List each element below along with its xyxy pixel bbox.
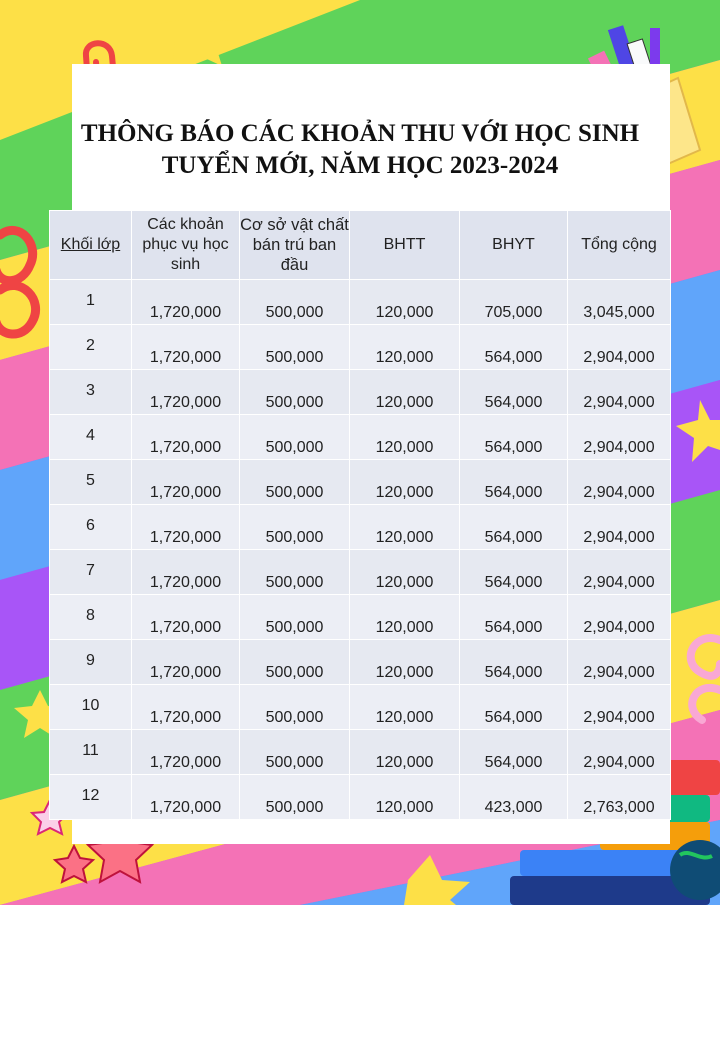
cell-grade: 11 <box>50 730 132 775</box>
cell-bhyt: 423,000 <box>460 775 568 820</box>
cell-grade: 1 <box>50 280 132 325</box>
table-row <box>50 415 671 460</box>
cell-bhtt: 120,000 <box>350 505 460 550</box>
cell-facilities: 500,000 <box>240 505 350 550</box>
cell-services: 1,720,000 <box>132 325 240 370</box>
table-row <box>50 595 671 640</box>
table-row <box>50 460 671 505</box>
cell-services: 1,720,000 <box>132 730 240 775</box>
cell-services: 1,720,000 <box>132 550 240 595</box>
table-body <box>50 280 671 820</box>
cell-services: 1,720,000 <box>132 595 240 640</box>
table-row <box>50 505 671 550</box>
table-row <box>50 550 671 595</box>
fee-table <box>49 210 671 820</box>
cell-total: 2,904,000 <box>568 550 671 595</box>
table-row <box>50 325 671 370</box>
cell-bhtt: 120,000 <box>350 640 460 685</box>
cell-grade: 9 <box>50 640 132 685</box>
cell-bhtt: 120,000 <box>350 550 460 595</box>
cell-services: 1,720,000 <box>132 505 240 550</box>
header-services: Các khoản phục vụ học sinh <box>132 211 240 280</box>
cell-grade: 6 <box>50 505 132 550</box>
cell-facilities: 500,000 <box>240 595 350 640</box>
cell-facilities: 500,000 <box>240 730 350 775</box>
cell-total: 2,904,000 <box>568 685 671 730</box>
cell-bhyt: 564,000 <box>460 640 568 685</box>
header-facilities: Cơ sở vật chất bán trú ban đầu <box>240 211 350 280</box>
cell-services: 1,720,000 <box>132 640 240 685</box>
cell-services: 1,720,000 <box>132 280 240 325</box>
cell-total: 2,904,000 <box>568 595 671 640</box>
cell-grade: 2 <box>50 325 132 370</box>
title-line-1: THÔNG BÁO CÁC KHOẢN THU VỚI HỌC SINH <box>80 120 640 147</box>
page-title <box>48 118 672 182</box>
cell-bhyt: 564,000 <box>460 415 568 460</box>
cell-bhyt: 564,000 <box>460 550 568 595</box>
cell-facilities: 500,000 <box>240 460 350 505</box>
table-header-row <box>50 211 671 280</box>
cell-total: 2,904,000 <box>568 415 671 460</box>
cell-bhyt: 564,000 <box>460 460 568 505</box>
cell-services: 1,720,000 <box>132 415 240 460</box>
cell-facilities: 500,000 <box>240 370 350 415</box>
cell-bhtt: 120,000 <box>350 730 460 775</box>
cell-total: 2,904,000 <box>568 460 671 505</box>
cell-grade: 3 <box>50 370 132 415</box>
cell-grade: 10 <box>50 685 132 730</box>
table-row <box>50 640 671 685</box>
cell-bhyt: 705,000 <box>460 280 568 325</box>
table-row <box>50 685 671 730</box>
cell-total: 3,045,000 <box>568 280 671 325</box>
cell-facilities: 500,000 <box>240 640 350 685</box>
cell-bhyt: 564,000 <box>460 370 568 415</box>
cell-grade: 12 <box>50 775 132 820</box>
cell-facilities: 500,000 <box>240 325 350 370</box>
cell-bhtt: 120,000 <box>350 325 460 370</box>
cell-facilities: 500,000 <box>240 550 350 595</box>
table-row <box>50 730 671 775</box>
cell-bhtt: 120,000 <box>350 460 460 505</box>
cell-bhyt: 564,000 <box>460 505 568 550</box>
cell-total: 2,904,000 <box>568 370 671 415</box>
cell-bhyt: 564,000 <box>460 730 568 775</box>
cell-services: 1,720,000 <box>132 775 240 820</box>
cell-bhyt: 564,000 <box>460 685 568 730</box>
cell-facilities: 500,000 <box>240 775 350 820</box>
cell-bhyt: 564,000 <box>460 595 568 640</box>
cell-bhyt: 564,000 <box>460 325 568 370</box>
cell-facilities: 500,000 <box>240 415 350 460</box>
cell-total: 2,904,000 <box>568 640 671 685</box>
cell-total: 2,763,000 <box>568 775 671 820</box>
cell-grade: 4 <box>50 415 132 460</box>
cell-total: 2,904,000 <box>568 730 671 775</box>
table-row <box>50 370 671 415</box>
cell-total: 2,904,000 <box>568 505 671 550</box>
cell-bhtt: 120,000 <box>350 685 460 730</box>
header-total: Tổng cộng <box>568 211 671 280</box>
cell-bhtt: 120,000 <box>350 370 460 415</box>
cell-grade: 7 <box>50 550 132 595</box>
cell-services: 1,720,000 <box>132 685 240 730</box>
cell-bhtt: 120,000 <box>350 280 460 325</box>
cell-facilities: 500,000 <box>240 280 350 325</box>
cell-bhtt: 120,000 <box>350 775 460 820</box>
cell-total: 2,904,000 <box>568 325 671 370</box>
cell-services: 1,720,000 <box>132 370 240 415</box>
title-line-2: TUYỂN MỚI, NĂM HỌC 2023-2024 <box>161 152 559 179</box>
cell-grade: 5 <box>50 460 132 505</box>
cell-facilities: 500,000 <box>240 685 350 730</box>
header-bhtt: BHTT <box>350 211 460 280</box>
cell-bhtt: 120,000 <box>350 415 460 460</box>
cell-services: 1,720,000 <box>132 460 240 505</box>
cell-grade: 8 <box>50 595 132 640</box>
header-bhyt: BHYT <box>460 211 568 280</box>
table-row <box>50 775 671 820</box>
header-grade: Khối lớp <box>50 211 132 280</box>
table-row <box>50 280 671 325</box>
cell-bhtt: 120,000 <box>350 595 460 640</box>
